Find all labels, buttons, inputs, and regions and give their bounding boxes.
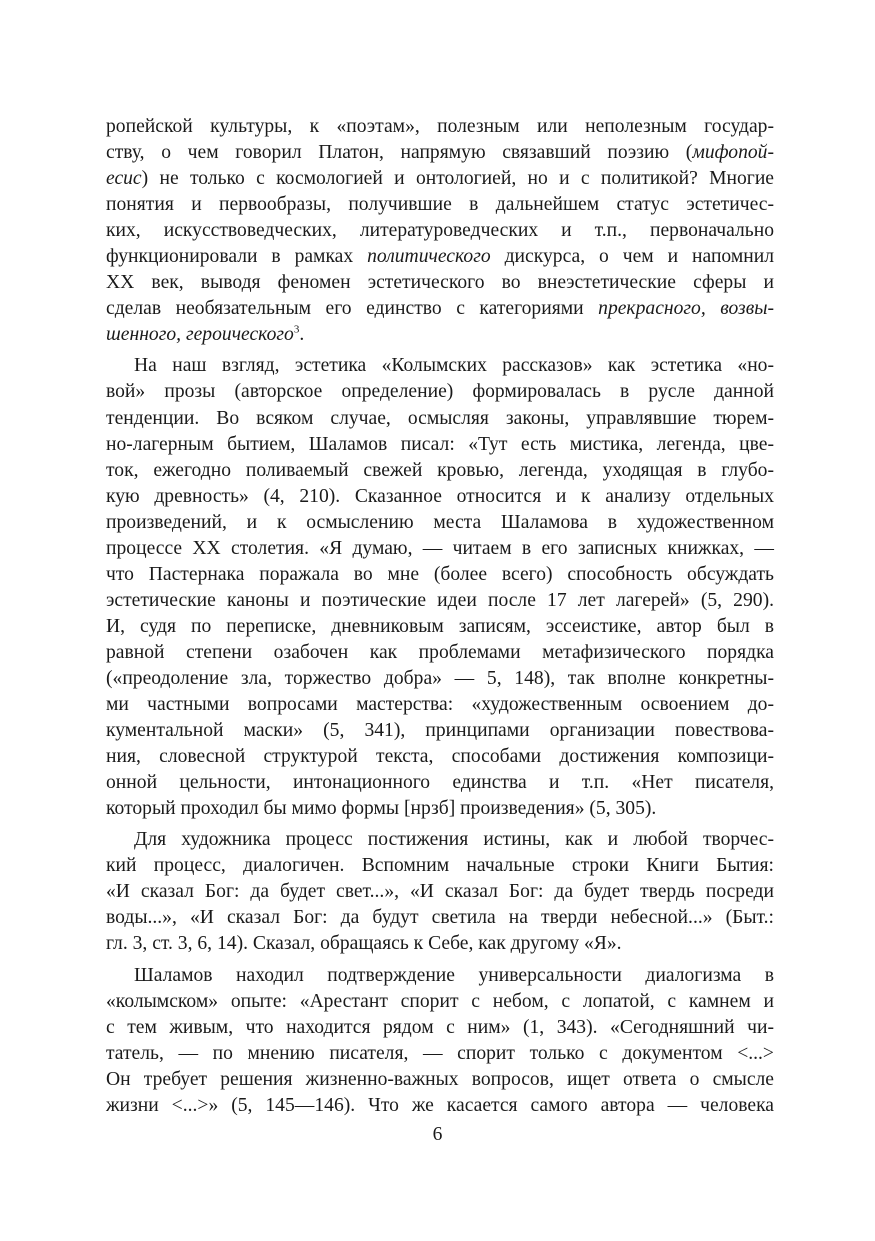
text-run: сделав необязательным его единство с категориями [106,298,599,320]
text-run: ХХ век, выводя феномен эстетического во внеэстетические сферы и [106,272,774,294]
footnote-marker: 3 [293,323,300,336]
text-run: с тем живым, что находится рядом с ним» (1, 343). «Сегодняшний чи- [106,1016,774,1038]
text-line [106,718,774,744]
text-run: «И сказал Бог: да будет свет...», «И сказал Бог: да будет твердь посреди [106,881,774,903]
text-line [106,1041,774,1067]
text-line [106,296,774,322]
text-run: кий процесс, диалогичен. Вспомним начальные строки Книги Бытия: [106,855,774,877]
text-line [106,588,774,614]
text-line [106,879,774,905]
text-run: . [299,324,305,346]
text-run: кументальной маски» (5, 341), принципами организации повествова- [106,720,774,742]
text-line [106,827,774,853]
text-run: Для художника процесс постижения истины, как и любой творчес- [134,829,774,851]
text-line [106,322,774,348]
text-line [106,905,774,931]
text-run: понятия и первообразы, получившие в дальнейшем статус эстетичес- [106,194,774,216]
text-run: Он требует решения жизненно-важных вопросов, ищет ответа о смысле [106,1068,774,1090]
body-text [106,114,774,1119]
text-run: равной степени озабочен как проблемами метафизического порядка [106,641,774,663]
text-run: татель, — по мнению писателя, — спорит только с документом <...> [106,1042,774,1064]
text-line [106,510,774,536]
text-run: И, судя по переписке, дневниковым записям, эссеистике, автор был в [106,615,774,637]
paragraph [106,353,774,822]
text-line [106,140,774,166]
text-line [106,353,774,379]
text-line [106,666,774,692]
text-line [106,989,774,1015]
text-line [106,1067,774,1093]
italic-text: мифопой- [692,142,774,164]
italic-text: прекрасного, возвы- [598,298,774,320]
text-run: ми частными вопросами мастерства: «художественным освоением до- [106,694,774,716]
text-line [106,458,774,484]
text-line [106,484,774,510]
text-run: онной цельности, интонационного единства и т.п. «Нет писателя, [106,772,774,794]
text-line [106,640,774,666]
text-run: («преодоление зла, торжество добра» — 5, 148), так вполне конкретны- [106,667,774,689]
text-line [106,166,774,192]
text-run: но-лагерным бытием, Шаламов писал: «Тут есть мистика, легенда, цве- [106,433,774,455]
text-line [106,770,774,796]
text-run: тенденции. Во всяком случае, осмысляя законы, управлявшие тюрем- [106,407,774,429]
text-run: произведений, и к осмыслению места Шаламова в художественном [106,511,774,533]
text-run: процессе ХХ столетия. «Я думаю, — читаем в его записных книжках, — [106,537,774,559]
paragraph [106,114,774,348]
text-run: вой» прозы (авторское определение) формировалась в русле данной [106,381,774,403]
page-number: 6 [432,1124,443,1145]
text-run: воды...», «И сказал Бог: да будут светила на тверди небесной...» (Быт.: [106,907,774,929]
text-line [106,192,774,218]
text-line [106,692,774,718]
text-run: гл. 3, ст. 3, 6, 14). Сказал, обращаясь к Себе, как другому «Я». [106,933,622,955]
paragraph [106,963,774,1119]
text-line [106,244,774,270]
text-line [106,432,774,458]
text-line [106,963,774,989]
text-line [106,796,774,822]
text-line [106,114,774,140]
text-line [106,562,774,588]
text-line [106,853,774,879]
text-line [106,1093,774,1119]
text-run: жизни <...>» (5, 145—146). Что же касается самого автора — человека [106,1094,774,1116]
text-run: кую древность» (4, 210). Сказанное относится и к анализу отдельных [106,485,774,507]
text-run: который проходил бы мимо формы [нрзб] произведения» (5, 305). [106,798,657,820]
text-run: что Пастернака поражала во мне (более всего) способность обсуждать [106,563,774,585]
text-run: ропейской культуры, к «поэтам», полезным или неполезным государ- [106,116,774,137]
text-line [106,614,774,640]
text-line [106,536,774,562]
text-run: ток, ежегодно поливаемый свежей кровью, легенда, уходящая в глубо- [106,459,774,481]
text-run: ) не только с космологией и онтологией, но и с политикой? Многие [141,168,774,190]
text-line [106,1015,774,1041]
text-run: ния, словесной структурой текста, способами достижения композици- [106,746,774,768]
paragraph [106,827,774,957]
text-run: «колымском» опыте: «Арестант спорит с небом, с лопатой, с камнем и [106,990,774,1012]
text-line [106,218,774,244]
text-line [106,270,774,296]
text-line [106,931,774,957]
italic-text: политического [367,246,491,268]
italic-text: есис [106,168,142,190]
text-run: На наш взгляд, эстетика «Колымских рассказов» как эстетика «но- [134,355,774,377]
text-run: функционировали в рамках [106,246,368,268]
text-line [106,379,774,405]
text-run: эстетические каноны и поэтические идеи после 17 лет лагерей» (5, 290). [106,589,774,611]
text-run: Шаламов находил подтверждение универсальности диалогизма в [134,964,774,986]
text-line [106,744,774,770]
text-run: ству, о чем говорил Платон, напрямую связавший поэзию ( [106,142,693,164]
text-line [106,406,774,432]
text-run: дискурса, о чем и напомнил [490,246,774,268]
text-run: ких, искусствоведческих, литературоведческих и т.п., первоначально [106,220,774,242]
italic-text: шенного, героического [106,324,294,346]
